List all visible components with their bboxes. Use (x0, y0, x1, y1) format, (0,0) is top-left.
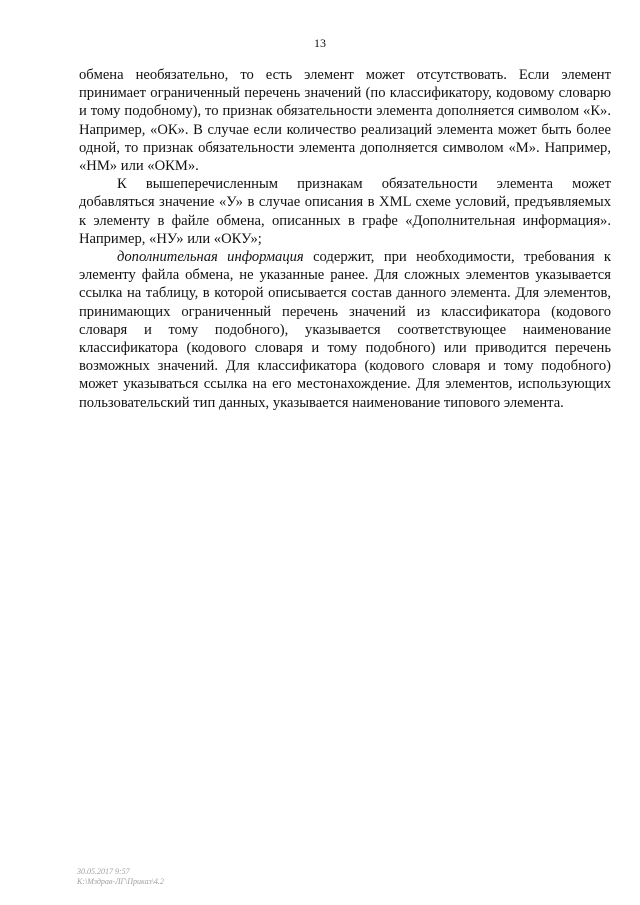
footer-stamp (77, 867, 164, 887)
term-additional-info: дополнительная информация (117, 249, 304, 266)
additional-info-text: содержит, при необходимости, требования к элементу файла обмена, не указанные ранее. Для сложных элементов указывается ссылка на таблицу, в которой описывается состав данного элемента. Для элементов, принимающих ограниченный перечень значений из классификатора (кодового словаря и тому подобного), указывается соответствующее наименование классификатора (кодового словаря и тому подобного) или приводится перечень возможных значений. Для классификатора (кодового словаря и тому подобного) может указываться ссылка на его местонахождение. Для элементов, использующих пользовательский тип данных, указывается наименование типового элемента. (79, 249, 611, 411)
footer-timestamp: 30.05.2017 9:57 (77, 867, 130, 876)
paragraph-additional-info (79, 248, 611, 412)
paragraph-obligation-k-m: обмена необязательно, то есть элемент может отсутствовать. Если элемент принимает ограниченный перечень значений (по классификатору, кодовому словарю и тому подобному), то признак обязательности элемента дополняется символом «К». Например, «ОК». В случае если количество реализаций элемента может быть более одной, то признак обязательности элемента дополняется символом «М». Например, «НМ» или «ОКМ». (79, 67, 611, 175)
paragraph-obligation-u: К вышеперечисленным признакам обязательности элемента может добавляться значение «У» в случае описания в XML схеме условий, предъявляемых к элементу в файле обмена, описанных в графе «Дополнительная информация». Например, «НУ» или «ОКУ»; (79, 176, 611, 247)
footer-file-path: К:\Мздрав-ЛГ\Приказ\4.2 (77, 877, 164, 886)
document-body (79, 66, 611, 412)
page-number: 13 (314, 36, 326, 50)
